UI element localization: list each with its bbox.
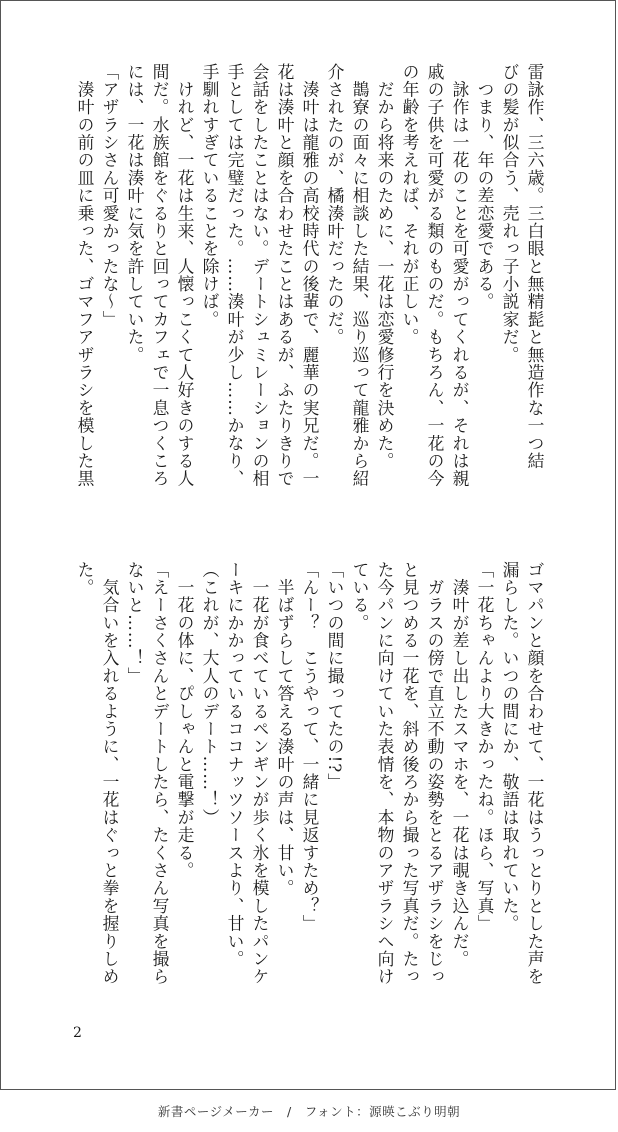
text-line: ガラスの傍で直立不動の姿勢をとるアザラシをじっ: [425, 561, 445, 986]
text-line: 湊叶の前の皿に乗った、ゴマフアザラシを模した黒: [75, 63, 95, 488]
text-line: 漏らした。いつの間にか、敬語は取れていた。: [500, 561, 520, 933]
text-line: 会話をしたことはない。デートシュミレーションの相: [250, 63, 270, 488]
text-line: ている。: [350, 561, 370, 632]
lower-text-block: [72, 561, 547, 1021]
text-line: 「いつの間に撮ってたの!?」: [325, 561, 345, 791]
footer-credit: 新書ページメーカー / フォント：源暎こぶり明朝: [157, 1104, 461, 1119]
text-line: た今パンに向けていた表情を、本物のアザラシへ向け: [375, 561, 395, 986]
text-line: 一花の体に、ぴしゃんと電撃が走る。: [175, 561, 195, 880]
text-line: の年齢を考えれば、それが正しい。: [400, 63, 420, 347]
text-line: 手としては完璧だった。……湊叶が少し……かなり、: [225, 63, 245, 488]
text-line: 半ばずらして答える湊叶の声は、甘い。: [275, 561, 295, 898]
text-line: 「一花ちゃんより大きかったね。ほら、写真」: [475, 561, 495, 933]
text-line: 戚の子供を可愛がる類のものだ。もちろん、一花の今: [425, 63, 445, 488]
text-line: 詠作は一花のことを可愛がってくれるが、それは親: [450, 63, 470, 488]
text-line: だから将来のために、一花は恋愛修行を決めた。: [375, 63, 395, 470]
text-line: けれど、一花は生来、人懐っこくて人好きのする人: [175, 63, 195, 488]
text-line: 間だ。水族館をぐるりと回ってカフェで一息つくころ: [150, 63, 170, 488]
text-line: 気合いを入れるように、一花はぐっと拳を握りしめ: [100, 561, 120, 986]
text-line: ないと……！」: [125, 561, 145, 685]
text-line: 手馴れすぎていることを除けば。: [200, 63, 220, 329]
text-line: びの髪が似合う、売れっ子小説家だ。: [500, 63, 520, 364]
text-line: つまり、年の差恋愛である。: [475, 63, 495, 311]
text-line: ゴマパンと顔を合わせて、一花はうっとりとした声を: [525, 561, 545, 986]
text-line: た。: [75, 561, 95, 597]
text-line: 湊叶は龍雅の高校時代の後輩で、麗華の実兄だ。一: [300, 63, 320, 488]
text-line: 雷詠作、三六歳。三白眼と無精髭と無造作な一つ結: [525, 63, 545, 470]
page-number: 2: [73, 1025, 82, 1041]
text-line: 花は湊叶と顔を合わせたことはあるが、ふたりきりで: [275, 63, 295, 488]
text-line: ーキにかかっているココナッツソースより、甘い。: [225, 561, 245, 968]
text-line: 鵲寮の面々に相談した結果、巡り巡って龍雅から紹: [350, 63, 370, 488]
upper-text-block: [72, 63, 547, 523]
text-line: 「んー？ こうやって、一緒に見返すため？」: [300, 561, 320, 933]
text-line: 「アザラシさん可愛かったな〜」: [100, 63, 120, 329]
text-line: 介されたのが、橘湊叶だったのだ。: [325, 63, 345, 347]
text-line: には、一花は湊叶に気を許していた。: [125, 63, 145, 364]
text-line: 湊叶が差し出したスマホを、一花は覗き込んだ。: [450, 561, 470, 968]
text-line: と見つめる一花を、斜め後ろから撮った写真だ。たっ: [400, 561, 420, 986]
text-line: （これが、大人のデート……！）: [200, 561, 220, 827]
text-line: 一花が食べているペンギンが歩く氷を模したパンケ: [250, 561, 270, 986]
text-line: 「えーさくさんとデートしたら、たくさん写真を撮ら: [150, 561, 170, 986]
